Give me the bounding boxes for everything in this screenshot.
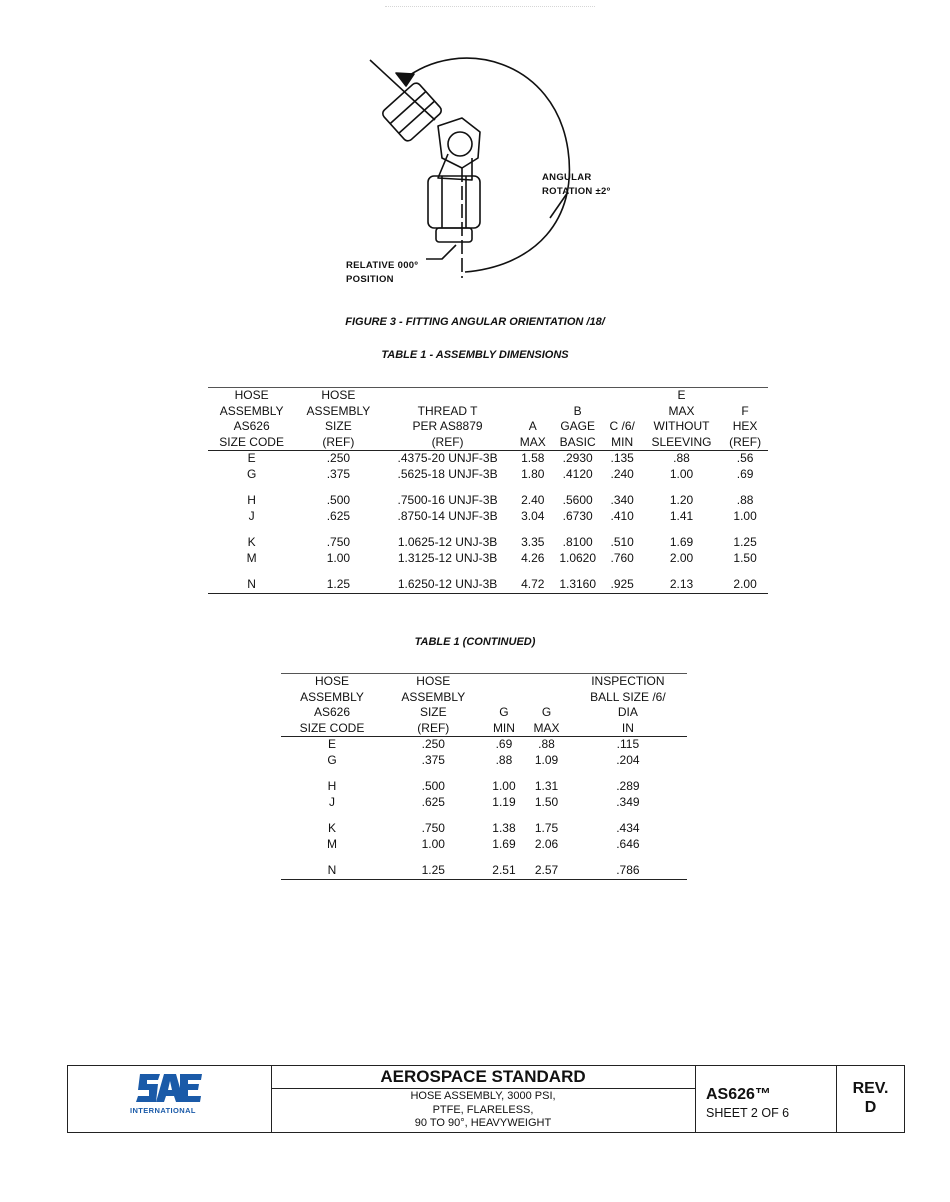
header-line: THREAD T <box>417 403 478 418</box>
upper-nut <box>381 81 443 143</box>
assembly-dimensions-continued-table <box>281 673 687 880</box>
table-cell: .69 <box>495 737 513 751</box>
column-header <box>514 388 552 451</box>
column-header <box>381 388 513 451</box>
header-line: G <box>541 705 552 719</box>
table-row <box>281 863 687 879</box>
header-line <box>516 404 550 420</box>
table-cell: 1.00 <box>669 466 694 481</box>
table-cell: 1.0625-12 UNJ-3B <box>397 535 498 549</box>
table-cell: 1.19 <box>492 794 516 809</box>
header-line: WITHOUT <box>653 419 710 433</box>
header-line: ASSEMBLY <box>306 403 371 418</box>
table-cell: .434 <box>616 821 640 835</box>
table-cell: 2.06 <box>534 836 559 851</box>
header-line: MAX <box>533 720 560 735</box>
table1-body <box>208 451 768 594</box>
table-cell: .786 <box>616 863 640 877</box>
table-cell: .375 <box>326 466 351 481</box>
table-cell: .646 <box>616 836 640 851</box>
table-cell: .750 <box>421 821 445 835</box>
header-line: INSPECTION <box>591 674 665 688</box>
table-cell: .625 <box>421 794 445 809</box>
column-header <box>295 388 381 451</box>
page-top-artifact <box>385 6 595 13</box>
sae-logo-cell <box>68 1066 272 1132</box>
table-row <box>281 779 687 795</box>
header-line: HOSE <box>234 388 269 402</box>
header-line: DIA <box>617 705 638 719</box>
header-line: SIZE CODE <box>219 434 284 449</box>
label-rotation: ROTATION ±2º <box>542 186 611 197</box>
header-line <box>606 404 639 420</box>
table-cell: 1.58 <box>521 451 545 465</box>
table-cell: H <box>247 493 256 507</box>
header-line: PER AS8879 <box>412 419 483 433</box>
header-line: AS626 <box>233 419 270 433</box>
table-cell: 1.20 <box>669 493 694 507</box>
elbow-hex <box>438 118 480 168</box>
header-line: (REF) <box>322 434 355 449</box>
table-row <box>281 837 687 853</box>
table-cell: 3.35 <box>521 535 545 549</box>
row-spacer <box>208 482 768 493</box>
sae-logo-sub: INTERNATIONAL <box>130 1106 196 1115</box>
elbow-circle <box>448 132 472 156</box>
label-angular: ANGULAR <box>542 172 592 183</box>
column-header <box>208 388 295 451</box>
sae-logo <box>68 1066 271 1132</box>
table-cell: .56 <box>736 451 754 465</box>
table-cell: .240 <box>610 466 634 481</box>
table-cell: J <box>328 794 335 809</box>
table-cell: N <box>327 863 337 877</box>
table-cell: .8100 <box>562 535 593 549</box>
table-cell: .250 <box>326 451 351 465</box>
table-cell: 1.00 <box>733 508 757 523</box>
table-cell: .69 <box>736 466 754 481</box>
table-cell: .88 <box>538 737 555 751</box>
header-line: HOSE <box>321 388 356 402</box>
table-cell: 1.75 <box>534 821 559 835</box>
row-spacer <box>281 810 687 821</box>
header-line: HOSE <box>314 674 349 688</box>
subtitle-line-2: PTFE, FLARELESS, <box>432 1103 534 1116</box>
revision-value: D <box>864 1099 877 1116</box>
table-cell: K <box>247 535 256 549</box>
header-line: ASSEMBLY <box>401 689 466 704</box>
column-header <box>552 388 604 451</box>
table-cell: 1.00 <box>492 779 516 793</box>
table-cell: 4.72 <box>521 577 545 591</box>
document-number: AS626™ <box>706 1086 771 1103</box>
table-row <box>281 737 687 753</box>
table-cell: G <box>327 752 337 767</box>
table-cell: .250 <box>421 737 445 751</box>
header-line <box>724 388 766 404</box>
table-cell: .925 <box>610 577 634 591</box>
header-line: MIN <box>492 720 515 735</box>
column-header <box>722 388 768 451</box>
table-cell: .6730 <box>562 508 593 523</box>
table-cell: .7500-16 UNJF-3B <box>397 493 498 507</box>
table-cell: .500 <box>326 493 351 507</box>
header-line: A <box>528 419 537 433</box>
table-cell: 1.25 <box>733 535 757 549</box>
header-line: F <box>741 403 749 418</box>
header-line: MAX <box>668 403 695 418</box>
table-cell: .410 <box>610 508 634 523</box>
table-cell: .5600 <box>562 493 593 507</box>
table-cell: 2.57 <box>534 863 559 877</box>
header-line: IN <box>621 720 634 735</box>
table-cell: 2.51 <box>492 863 516 877</box>
header-line <box>606 388 639 404</box>
table-cell: E <box>327 737 336 751</box>
table-cell: .349 <box>616 794 640 809</box>
header-line: SLEEVING <box>651 434 712 449</box>
header-line: ASSEMBLY <box>219 403 284 418</box>
revision-label: REV. <box>852 1080 889 1097</box>
column-header <box>524 674 569 737</box>
table-cell: .750 <box>326 535 351 549</box>
row-spacer <box>281 852 687 863</box>
header-line: BALL SIZE /6/ <box>590 689 666 704</box>
table-row <box>208 551 768 567</box>
table-cell: 2.40 <box>521 493 545 507</box>
table-cell: 1.00 <box>326 550 351 565</box>
table-cell: 1.3125-12 UNJ-3B <box>397 550 498 565</box>
table-cell: .500 <box>421 779 445 793</box>
table1-title: TABLE 1 - ASSEMBLY DIMENSIONS <box>381 349 569 361</box>
row-spacer <box>208 566 768 577</box>
table-row <box>208 493 768 509</box>
table-cell: 1.69 <box>492 836 516 851</box>
table-row <box>208 451 768 467</box>
table-cell: .88 <box>673 451 690 465</box>
table-cell: 1.41 <box>669 508 694 523</box>
column-header <box>383 674 484 737</box>
header-line <box>516 388 550 404</box>
standard-title-cell <box>271 1066 696 1132</box>
header-line <box>383 388 511 404</box>
column-header <box>281 674 383 737</box>
table-row <box>208 577 768 593</box>
table-row <box>208 509 768 525</box>
table-cell: .289 <box>616 779 640 793</box>
table-cell: .135 <box>610 451 634 465</box>
table-cell: M <box>246 550 257 565</box>
table-cell: G <box>246 466 257 481</box>
standard-subtitle <box>271 1089 695 1131</box>
column-header <box>604 388 641 451</box>
table2-body <box>281 737 687 880</box>
table-cell: .5625-18 UNJF-3B <box>397 466 498 481</box>
table-cell: 2.13 <box>669 577 694 591</box>
standard-title: AEROSPACE STANDARD <box>271 1066 695 1089</box>
assembly-dimensions-table <box>208 387 768 594</box>
figure-caption: FIGURE 3 - FITTING ANGULAR ORIENTATION /18/ <box>345 316 605 328</box>
header-line: HOSE <box>416 674 451 688</box>
header-line: MIN <box>611 434 634 449</box>
table-cell: 1.00 <box>421 836 445 851</box>
table-cell: 1.31 <box>534 779 559 793</box>
table-cell: H <box>327 779 337 793</box>
header-line: G <box>499 705 509 719</box>
table-cell: 1.50 <box>733 550 757 565</box>
table-cell: .760 <box>610 550 634 565</box>
table-row <box>208 467 768 483</box>
table-cell: .115 <box>616 737 640 751</box>
table-cell: .625 <box>326 508 351 523</box>
row-spacer <box>281 768 687 779</box>
header-line: B <box>573 403 582 418</box>
table2-header <box>281 674 687 737</box>
table-row <box>281 753 687 769</box>
table-cell: .4375-20 UNJF-3B <box>397 451 498 465</box>
sheet-number: SHEET 2 OF 6 <box>706 1106 790 1120</box>
table-cell: 4.26 <box>521 550 545 565</box>
header-line <box>554 388 602 404</box>
column-header <box>484 674 525 737</box>
header-line: SIZE <box>325 419 352 433</box>
table-cell: 1.69 <box>669 535 694 549</box>
table-cell: .204 <box>616 752 640 767</box>
header-line: (REF) <box>417 720 450 735</box>
table-cell: 1.25 <box>326 577 351 591</box>
table-cell: 1.09 <box>534 752 559 767</box>
table-cell: 1.0620 <box>559 550 597 565</box>
table-cell: 1.50 <box>534 794 559 809</box>
header-line: (REF) <box>431 434 464 449</box>
column-header <box>641 388 722 451</box>
table-cell: .88 <box>495 752 513 767</box>
row-spacer <box>208 524 768 535</box>
lower-nut <box>428 176 480 228</box>
header-line <box>526 674 567 690</box>
table-cell: .2930 <box>562 451 593 465</box>
header-line: HEX <box>732 419 758 433</box>
table1-header <box>208 388 768 451</box>
table-cell: .88 <box>736 493 754 507</box>
table-cell: 1.80 <box>521 466 545 481</box>
table-cell: 1.38 <box>492 821 516 835</box>
table-cell: .4120 <box>562 466 593 481</box>
header-line: AS626 <box>313 705 350 719</box>
column-header <box>569 674 687 737</box>
title-block <box>67 1065 905 1133</box>
table-cell: 1.3160 <box>559 577 597 591</box>
document-number-cell <box>696 1066 837 1132</box>
table-cell: 3.04 <box>521 508 545 523</box>
table-cell: K <box>327 821 336 835</box>
leader-relative <box>426 245 456 259</box>
header-line: MAX <box>519 434 546 449</box>
revision-cell <box>837 1066 904 1132</box>
header-line <box>486 690 523 706</box>
label-relative: RELATIVE 000º <box>346 260 419 271</box>
header-line: ASSEMBLY <box>300 689 364 704</box>
table2-title: TABLE 1 (CONTINUED) <box>414 636 536 648</box>
header-line: SIZE CODE <box>299 720 365 735</box>
table-cell: .8750-14 UNJF-3B <box>397 508 498 523</box>
header-line: C /6/ <box>609 419 635 433</box>
table-cell: 1.25 <box>421 863 445 877</box>
table-row <box>281 821 687 837</box>
subtitle-line-1: HOSE ASSEMBLY, 3000 PSI, <box>410 1090 556 1102</box>
header-line: GAGE <box>560 419 596 433</box>
table-cell: .340 <box>610 493 634 507</box>
table-cell: E <box>247 451 256 465</box>
table-cell: .510 <box>610 535 634 549</box>
subtitle-line-3: 90 TO 90°, HEAVYWEIGHT <box>414 1117 552 1129</box>
header-line: (REF) <box>729 434 762 449</box>
rotation-arc <box>403 58 569 272</box>
figure-fitting-angular-orientation <box>330 40 650 300</box>
table-cell: N <box>247 577 256 591</box>
label-position: POSITION <box>346 274 394 285</box>
header-line: BASIC <box>559 434 596 449</box>
rotation-arrowhead <box>396 73 414 86</box>
table-row <box>208 535 768 551</box>
table-cell: .375 <box>421 752 445 767</box>
table-cell: M <box>326 836 337 851</box>
header-line: E <box>677 388 686 402</box>
table-cell: 2.00 <box>733 577 757 591</box>
header-line <box>486 674 523 690</box>
header-line: SIZE <box>419 705 447 719</box>
header-line <box>526 690 567 706</box>
table-cell: 2.00 <box>669 550 694 565</box>
table-row <box>281 795 687 811</box>
table-cell: 1.6250-12 UNJ-3B <box>397 577 498 591</box>
table-cell: J <box>248 508 255 523</box>
